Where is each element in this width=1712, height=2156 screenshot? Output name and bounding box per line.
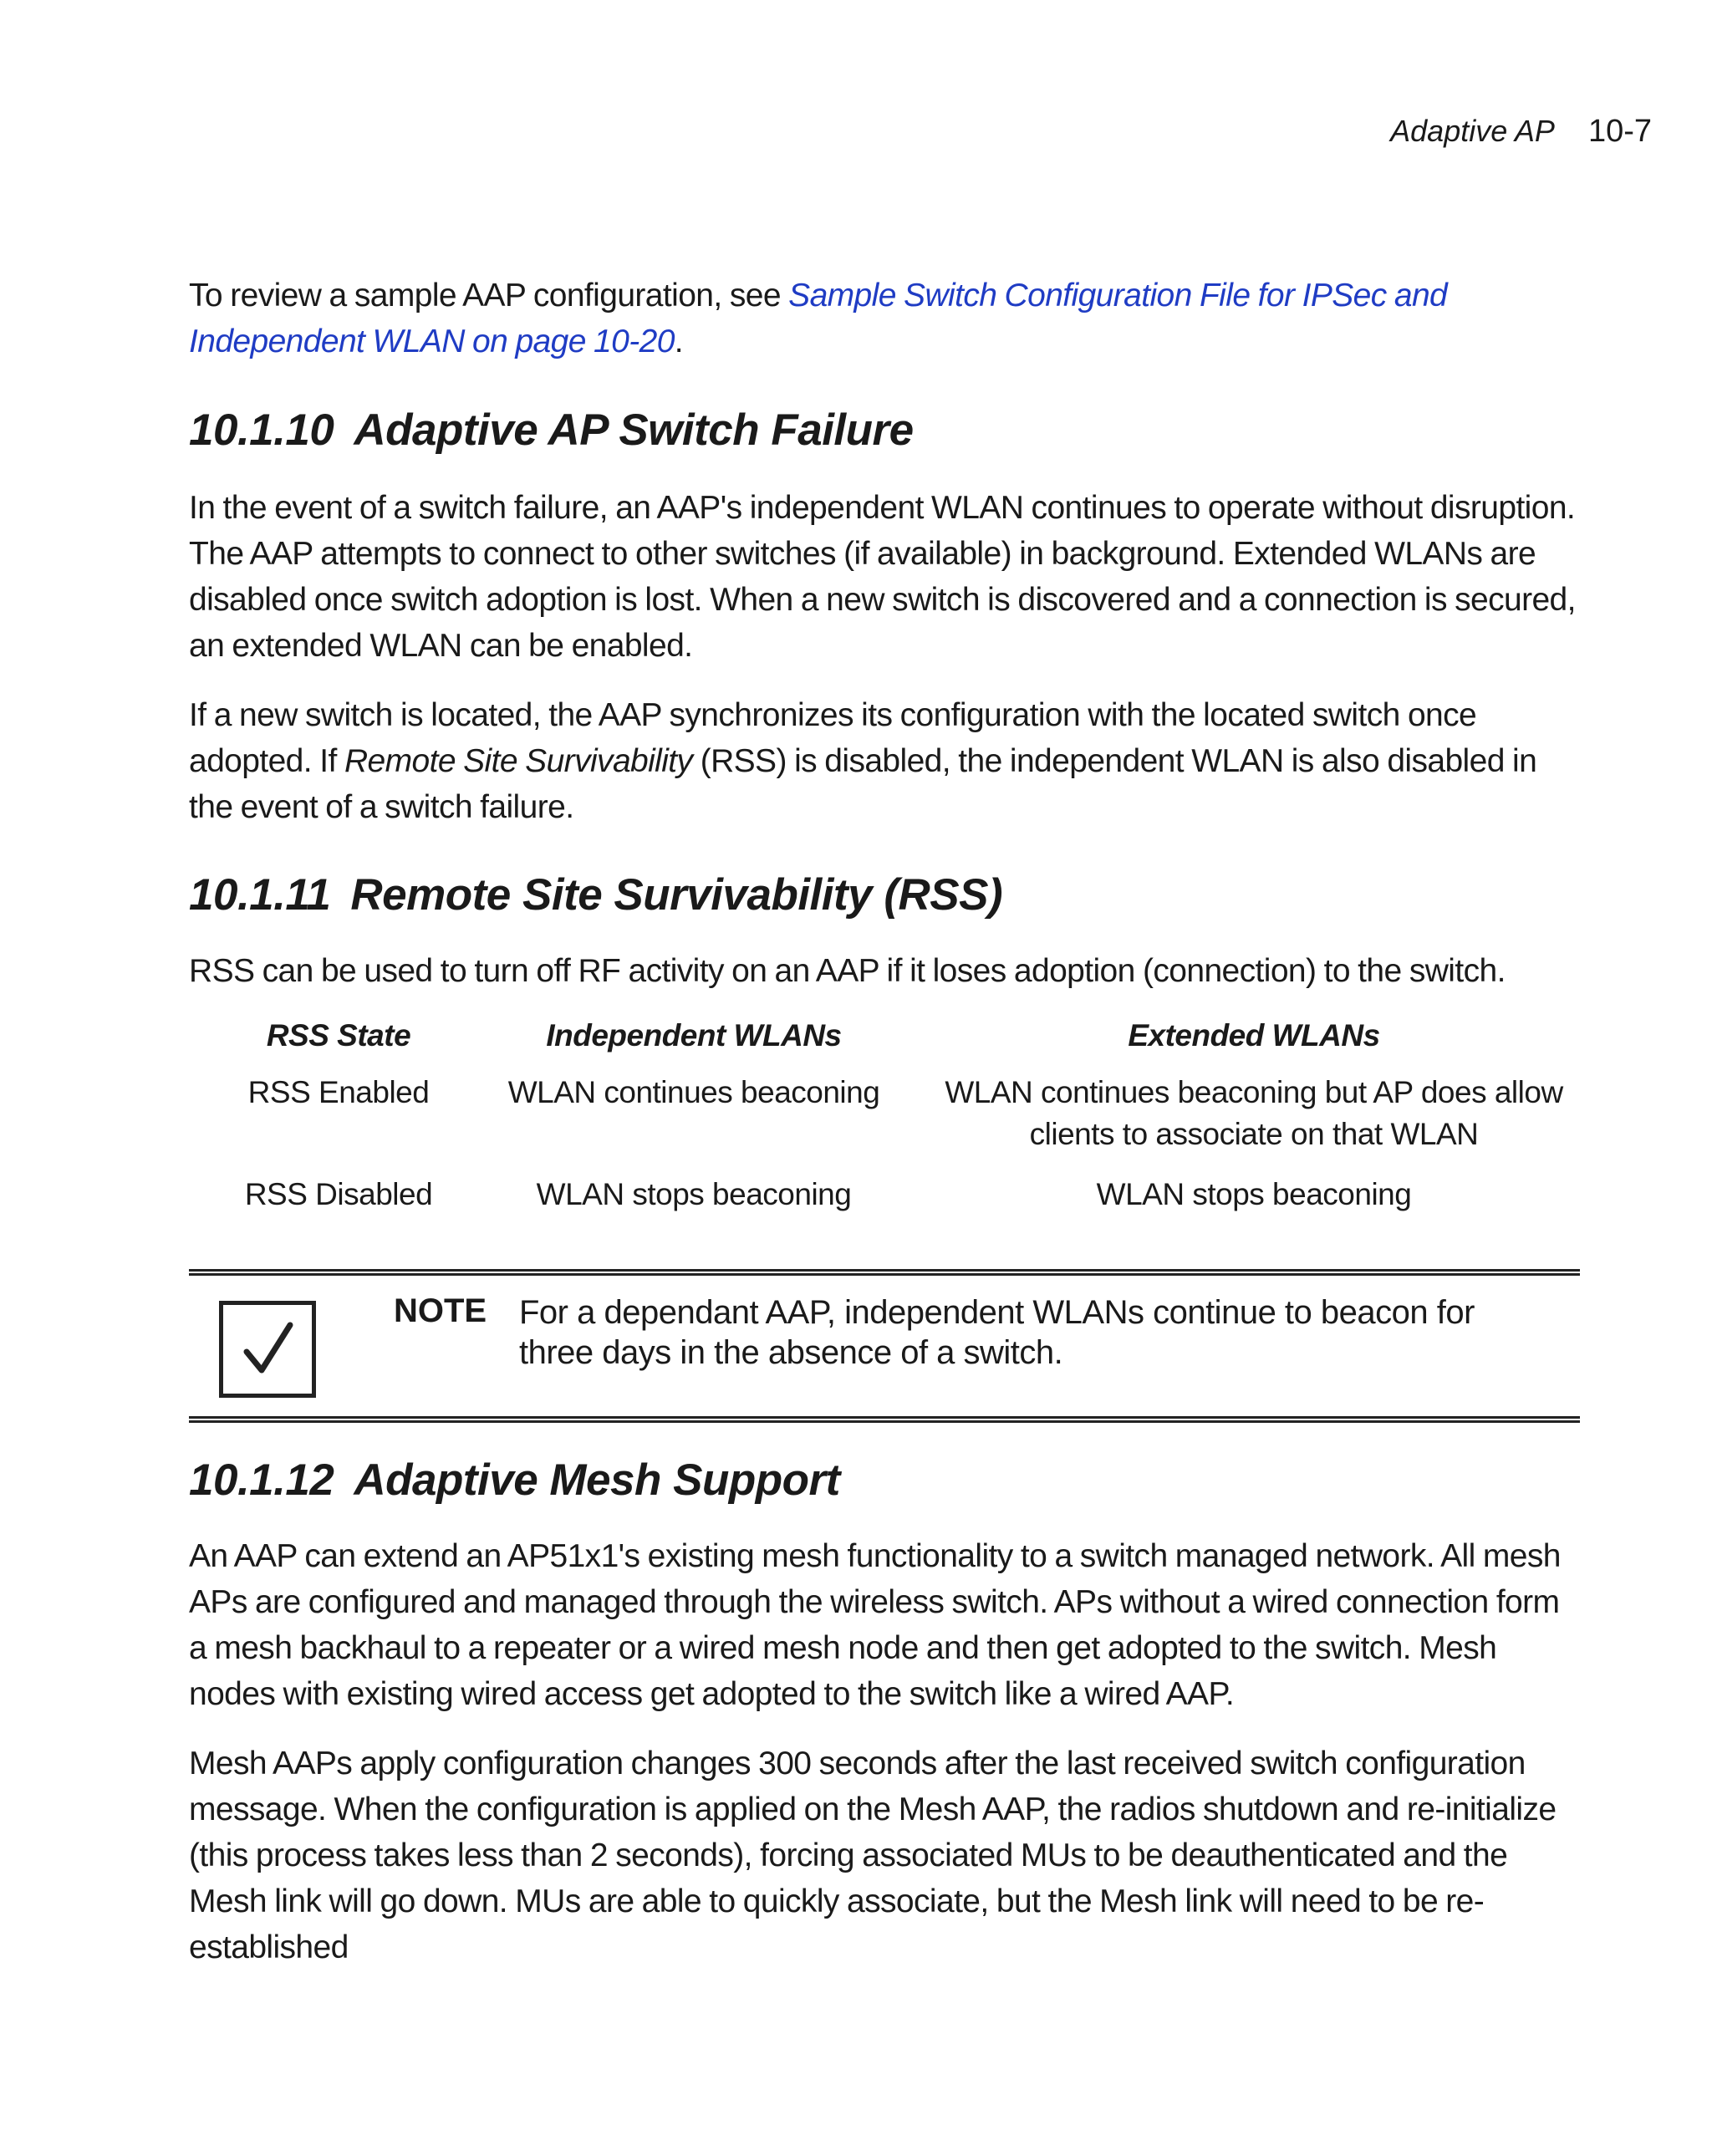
section-10-1-10 — [189, 405, 1577, 456]
table-cell: WLAN stops beaconing — [536, 1177, 852, 1211]
running-header — [1390, 114, 1652, 150]
table-cell: RSS Enabled — [247, 1075, 430, 1109]
note-text: For a dependant AAP, independent WLANs continue to beacon for three days in the absence of a switch. — [519, 1294, 1475, 1371]
section-heading: 10.1.12 Adaptive Mesh Support — [189, 1455, 840, 1505]
table-header-cell: Extended WLANs — [1128, 1018, 1380, 1053]
section-10-1-10-body — [189, 485, 1577, 669]
section-10-1-12-body-2 — [189, 1741, 1577, 1970]
note-label: NOTE — [394, 1292, 487, 1329]
section-heading: 10.1.10 Adaptive AP Switch Failure — [189, 405, 914, 455]
section-10-1-12-body — [189, 1533, 1577, 1717]
body-paragraph: RSS can be used to turn off RF activity on an AAP if it loses adoption (connection) to the switch. — [189, 953, 1506, 989]
section-10-1-12 — [189, 1455, 1577, 1506]
table-cell: WLAN stops beaconing — [1096, 1177, 1412, 1211]
checkmark-icon-glyph — [223, 1305, 312, 1394]
table-header-row — [226, 1018, 1572, 1072]
table-header-cell: RSS State — [266, 1018, 411, 1053]
body-paragraph: In the event of a switch failure, an AAP's independent WLAN continues to operate without disruption. The AAP attempts to connect to other switches (if available) in background. Extended WLANs are disabled once switch adoption is lost. When a new switch is discovered and a connection is secured, an extended WLAN can be enabled. — [189, 490, 1576, 664]
body-paragraph: An AAP can extend an AP51x1's existing mesh functionality to a switch managed network. All mesh APs are configured and managed through the wireless switch. APs without a wired connection form a mesh backhaul to a repeater or a wired mesh node and then get adopted to the switch. Mesh nodes with existing wired access get adopted to the switch like a wired AAP. — [189, 1538, 1561, 1712]
note-box — [189, 1269, 1580, 1425]
section-heading: 10.1.11 Remote Site Survivability (RSS) — [189, 870, 1003, 920]
note-bottom-rule — [189, 1416, 1580, 1423]
section-10-1-11-body — [189, 948, 1577, 994]
note-top-rule — [189, 1269, 1580, 1276]
body-paragraph: If a new switch is located, the AAP synchronizes its configuration with the located switch once adopted. If Remote Site Survivability (RSS) is disabled, the independent WLAN is also disabled in the event of a switch failure. — [189, 697, 1537, 825]
table-header-cell: Independent WLANs — [546, 1018, 842, 1053]
header-section-title: Adaptive AP — [1390, 114, 1555, 148]
table-row — [226, 1174, 1572, 1234]
checkmark-icon — [219, 1301, 316, 1398]
table-cell: WLAN continues beaconing — [507, 1075, 880, 1109]
intro-block — [189, 273, 1577, 364]
table-row — [226, 1072, 1572, 1174]
cross-reference-link[interactable]: Sample Switch Configuration File for IPSec and Independent WLAN on page 10-20 — [189, 278, 1448, 359]
italic-term: Remote Site Survivability — [344, 743, 693, 779]
page-number: 10-7 — [1587, 114, 1652, 149]
table-cell: RSS Disabled — [244, 1177, 433, 1211]
body-paragraph: Mesh AAPs apply configuration changes 300 seconds after the last received switch configuration message. When the configuration is applied on the Mesh AAP, the radios shutdown and re-initialize (this process takes less than 2 seconds), forcing associated MUs to be deauthenticated and the Mesh link will go down. MUs are able to quickly associate, but the Mesh link will need to be re-established — [189, 1746, 1557, 1965]
section-10-1-11 — [189, 869, 1577, 920]
table-cell: WLAN continues beaconing but AP does allow clients to associate on that WLAN — [945, 1075, 1563, 1151]
rss-table — [226, 1018, 1572, 1234]
section-10-1-10-body-2 — [189, 692, 1577, 830]
intro-paragraph: To review a sample AAP configuration, see Sample Switch Configuration File for IPSec and Independent WLAN on page 10-20. — [189, 278, 1448, 359]
